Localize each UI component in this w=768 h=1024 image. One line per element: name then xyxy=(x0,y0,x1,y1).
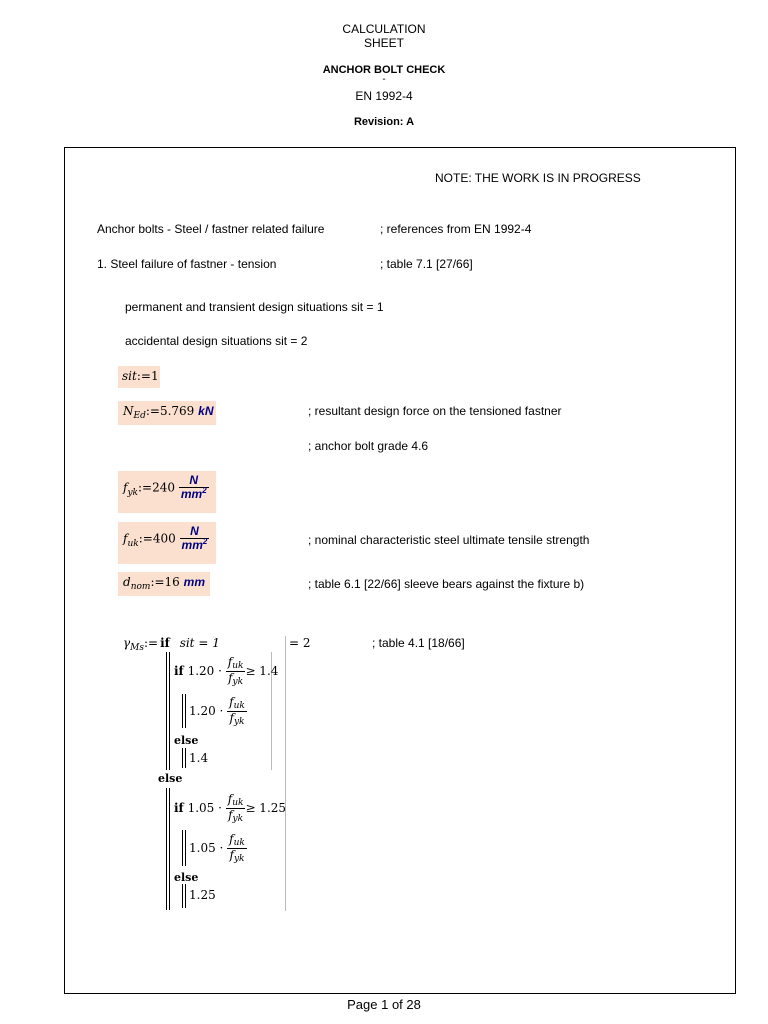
fuk-unit-num: N xyxy=(180,525,210,539)
outer-bar-a xyxy=(166,652,167,770)
dash: - xyxy=(382,74,386,85)
branch1-then-den: f xyxy=(229,711,234,725)
gamma-header xyxy=(123,636,220,653)
fuk-assignment xyxy=(123,525,209,553)
branch2-condition: if 1.05 · $\frac{\text{fuk}}{\text{fyk}}$ ≥ 1.25 xyxy=(174,792,287,824)
gamma-name: γ xyxy=(123,636,131,650)
gamma-if-keyword: if xyxy=(160,636,170,650)
section-heading: Anchor bolts - Steel / fastner related failure xyxy=(97,222,325,236)
branch2-else-bar-a xyxy=(182,884,183,908)
branch2-then-bar-a xyxy=(182,830,183,866)
branch2-then-fraction xyxy=(227,833,247,864)
dnom-assign-op: := xyxy=(150,575,165,589)
accidental-situation: accidental design situations sit = 2 xyxy=(125,334,308,348)
standard-label: EN 1992-4 xyxy=(355,89,413,103)
fyk-sub: yk xyxy=(127,487,138,498)
branch1-then-coef: 1.20 xyxy=(189,704,216,718)
dnom-comment: ; table 6.1 [22/66] sleeve bears against the fixture b) xyxy=(308,577,585,591)
content-frame xyxy=(64,147,736,994)
fuk-assign-op: := xyxy=(138,531,153,546)
sit-assignment xyxy=(122,369,159,383)
branch1-den: f xyxy=(228,671,233,685)
fuk-name: f xyxy=(123,531,128,546)
revision-label: Revision: A xyxy=(353,116,415,128)
branch2-else-value: 1.25 xyxy=(189,888,216,902)
gamma-sub: Ms xyxy=(130,643,145,653)
fyk-unit-den: mm xyxy=(180,487,203,501)
gamma-assign-op: := xyxy=(144,636,159,650)
branch1-else-keyword: else xyxy=(174,734,199,747)
branch1-then-num: f xyxy=(229,695,234,709)
branch2-den-sub: yk xyxy=(232,814,244,824)
branch2-else-keyword: else xyxy=(174,871,199,884)
subsection-reference: ; table 7.1 [27/66] xyxy=(380,257,473,271)
branch2-else-bar-b xyxy=(185,884,186,908)
ned-value: 5.769 xyxy=(159,404,195,418)
grade-comment: ; anchor bolt grade 4.6 xyxy=(308,439,429,453)
branch1-num-sub: uk xyxy=(232,661,244,671)
fuk-unit-exp: 2 xyxy=(202,537,208,546)
fyk-assignment xyxy=(123,474,209,502)
branch2-then: 1.05 · $\frac{\text{fuk}}{\text{fyk}}$ xyxy=(189,832,245,864)
branch2-then-num: f xyxy=(229,832,234,846)
branch1-compare: ≥ 1.4 xyxy=(245,664,279,678)
ned-comment: ; resultant design force on the tensioned fastner xyxy=(308,404,562,418)
branch2-then-num-sub: uk xyxy=(233,838,245,848)
ned-assign-op: := xyxy=(145,404,160,418)
branch2-then-den-sub: yk xyxy=(233,854,245,864)
branch1-coef: 1.20 xyxy=(187,664,215,678)
branch1-then-bar-b xyxy=(185,694,186,728)
branch2-then-bar-b xyxy=(185,830,186,866)
branch2-if-keyword: if xyxy=(174,801,184,815)
branch1-then-num-sub: uk xyxy=(233,701,245,711)
ned-name: N xyxy=(123,404,134,418)
dnom-value: 16 xyxy=(164,575,180,589)
fyk-unit-num: N xyxy=(179,474,209,488)
branch2-den: f xyxy=(228,808,233,822)
permanent-situation: permanent and transient design situations sit = 1 xyxy=(125,300,384,314)
program-bar-right xyxy=(285,636,286,911)
branch2-then-coef: 1.05 xyxy=(189,841,216,855)
outer2-bar-a xyxy=(166,788,167,910)
branch1-num: f xyxy=(227,655,233,669)
fuk-value: 400 xyxy=(152,531,176,546)
fyk-unit xyxy=(179,474,209,502)
outer-bar-b xyxy=(169,652,170,770)
fyk-unit-exp: 2 xyxy=(202,486,207,495)
branch2-compare: ≥ 1.25 xyxy=(245,801,287,815)
branch2-fraction xyxy=(226,793,246,824)
branch1-else-bar-b xyxy=(185,748,186,768)
fyk-value: 240 xyxy=(152,480,176,495)
ned-assignment xyxy=(123,404,214,421)
branch2-then-den: f xyxy=(229,848,234,862)
branch1-fraction xyxy=(226,656,246,687)
progress-note: NOTE: THE WORK IS IN PROGRESS xyxy=(435,171,641,185)
fyk-name: f xyxy=(123,480,128,495)
branch1-then-den-sub: yk xyxy=(233,717,245,727)
gamma-result: = 2 xyxy=(289,636,311,650)
dnom-assignment xyxy=(123,575,205,592)
subsection-heading: 1. Steel failure of fastner - tension xyxy=(97,257,277,271)
section-reference: ; references from EN 1992-4 xyxy=(380,222,532,236)
gamma-condition: sit = 1 xyxy=(179,636,220,650)
branch1-else-value: 1.4 xyxy=(189,751,209,765)
outer2-bar-b xyxy=(169,788,170,910)
branch1-else-bar-a xyxy=(182,748,183,768)
branch1-then-fraction xyxy=(227,696,247,727)
fuk-comment: ; nominal characteristic steel ultimate tensile strength xyxy=(308,533,590,547)
branch2-coef: 1.05 xyxy=(187,801,215,815)
branch2-num: f xyxy=(227,792,233,806)
branch1-condition: if 1.20 · $\frac{\text{fuk}}{\text{fyk}}$ ≥ 1.4 xyxy=(174,655,279,687)
sit-assign-op: := xyxy=(136,369,151,383)
title-line2: SHEET xyxy=(363,36,404,50)
title-line1: CALCULATION xyxy=(342,22,426,36)
fuk-unit-den: mm xyxy=(181,538,203,552)
dnom-sub: nom xyxy=(130,582,151,592)
fuk-sub: uk xyxy=(127,538,139,549)
branch1-if-keyword: if xyxy=(174,664,184,678)
ned-sub: Ed xyxy=(133,411,146,421)
branch1-then: 1.20 · $\frac{\text{fuk}}{\text{fyk}}$ xyxy=(189,695,245,727)
sit-value: 1 xyxy=(150,369,159,383)
branch1-then-bar-a xyxy=(182,694,183,728)
sit-name: sit xyxy=(122,369,137,383)
outer-else-keyword: else xyxy=(158,772,183,785)
fyk-assign-op: := xyxy=(138,480,153,495)
branch2-num-sub: uk xyxy=(232,798,244,808)
subject-title: ANCHOR BOLT CHECK xyxy=(322,64,446,76)
page-number: Page 1 of 28 xyxy=(347,997,421,1012)
fuk-unit xyxy=(180,525,210,553)
dnom-name: d xyxy=(123,575,131,589)
branch1-den-sub: yk xyxy=(232,677,244,687)
dnom-unit: mm xyxy=(183,575,205,589)
ned-unit: kN xyxy=(198,404,214,418)
gamma-comment: ; table 4.1 [18/66] xyxy=(372,636,465,650)
